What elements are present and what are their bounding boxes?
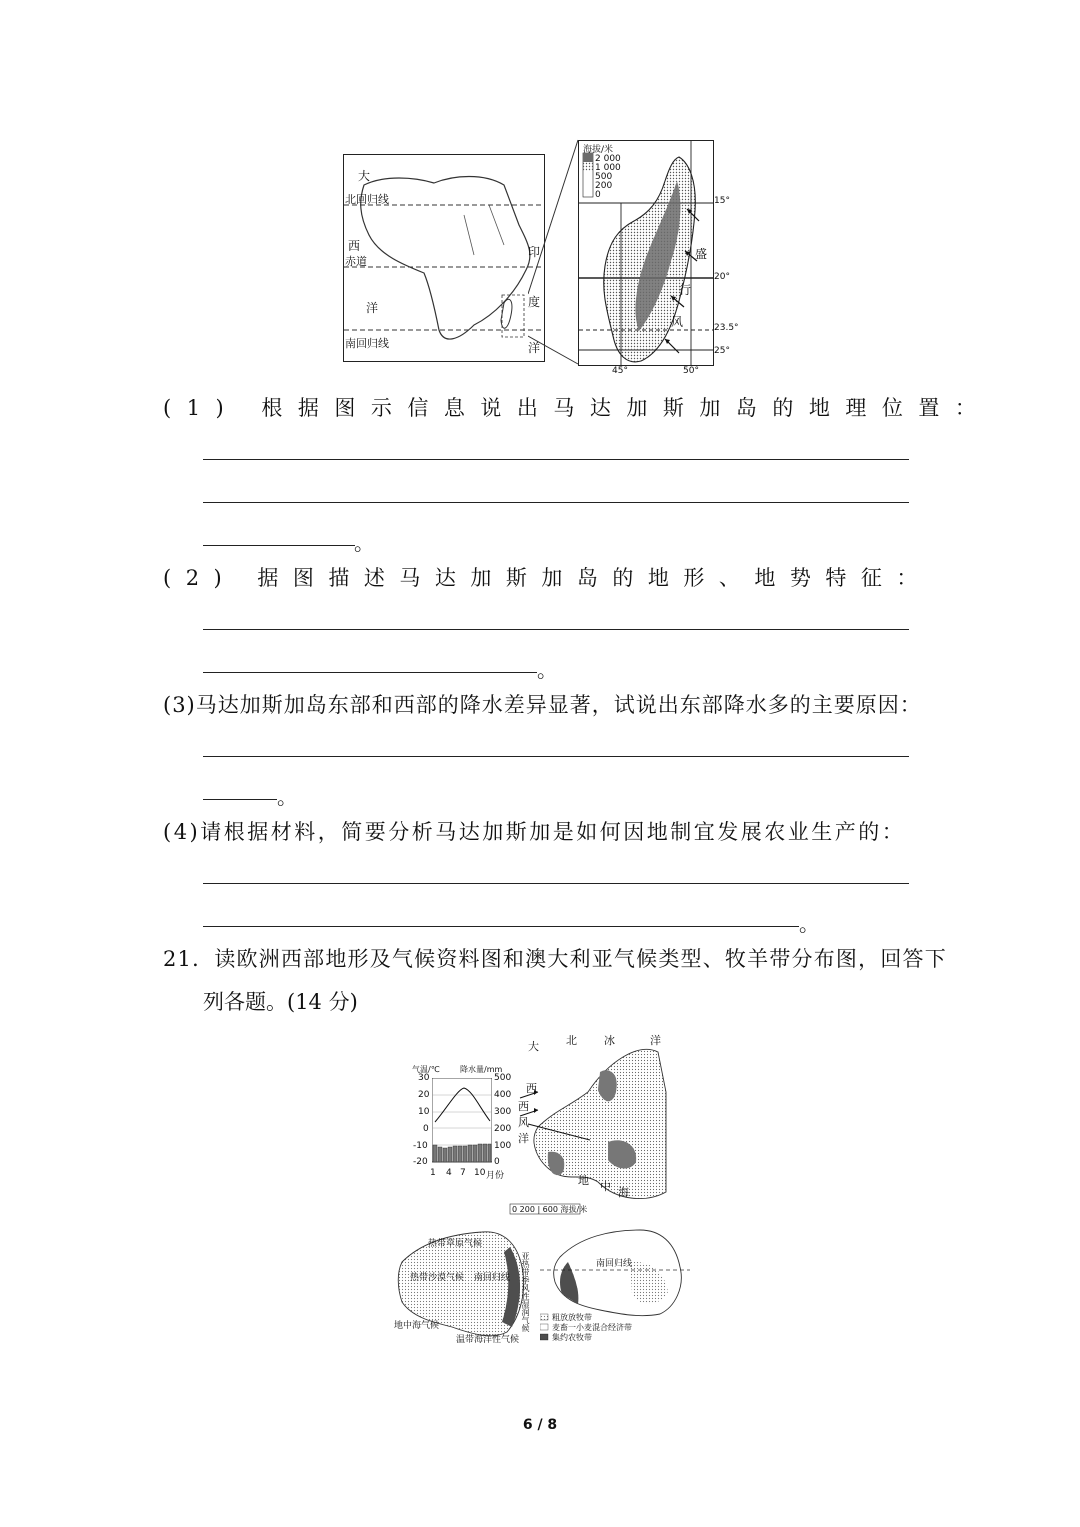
europe-label-8: 地: [578, 1174, 589, 1187]
answer-line-4a: [203, 883, 909, 884]
africa-label-equator: 赤道: [345, 255, 367, 268]
europe-label-6: 风: [518, 1116, 529, 1129]
wind-label-2: 风: [671, 315, 684, 329]
answer-line-1b: [203, 502, 909, 503]
europe-label-9: 中: [600, 1180, 611, 1193]
aus-climate-label-5: 亚热带季风性湿润气候: [521, 1252, 530, 1332]
answer-line-1a: [203, 459, 909, 460]
europe-scale: 0 200 | 600 海拔/米: [512, 1205, 588, 1214]
month-tick-3: 10: [474, 1168, 486, 1178]
question-21-line2: 列各题。(14 分): [203, 990, 358, 1014]
legend-title: 海拔/米: [583, 145, 614, 155]
africa-label-4: 洋: [366, 301, 379, 315]
legend-value-3: 200: [595, 181, 613, 191]
australia-climate-map: [392, 1222, 532, 1352]
page-number: 6 / 8: [522, 1417, 558, 1433]
period-1: 。: [354, 531, 374, 555]
precip-tick-2: 300: [494, 1107, 512, 1117]
temp-tick-2: 10: [418, 1107, 430, 1117]
wind-label-0: 盛: [695, 247, 708, 261]
question-3: (3)马达加斯加岛东部和西部的降水差异显著，试说出东部降水多的主要原因：: [163, 693, 922, 717]
aus-climate-label-4: 温带海洋性气候: [456, 1335, 520, 1345]
climate-chart: [412, 1064, 520, 1182]
europe-label-5: 西: [518, 1100, 529, 1113]
europe-label-2: 冰: [604, 1034, 615, 1047]
answer-line-4b: [203, 926, 799, 927]
africa-label-6: 印: [528, 245, 541, 259]
temp-tick-4: -10: [413, 1141, 428, 1151]
lon-label-50: 50°: [683, 366, 699, 376]
precip-tick-1: 400: [494, 1090, 512, 1100]
answer-line-3a: [203, 756, 909, 757]
answer-line-2a: [203, 629, 909, 630]
month-tick-1: 4: [446, 1168, 452, 1178]
africa-label-7: 度: [528, 295, 541, 309]
madagascar-map: [578, 140, 714, 366]
aus-farming-legend-1: 麦畜一小麦混合经济带: [552, 1323, 632, 1332]
question-1: (1) 根据图示信息说出马达加斯加岛的地理位置：: [163, 396, 992, 420]
period-4: 。: [799, 912, 819, 936]
aus-farming-legend-0: 粗放放牧带: [552, 1313, 592, 1322]
temp-tick-3: 0: [423, 1124, 429, 1134]
europe-label-7: 洋: [518, 1132, 529, 1145]
europe-relief: [508, 1032, 668, 1220]
aus-climate-label-3: 地中海气候: [394, 1321, 440, 1331]
lat-label-20: 20°: [714, 272, 730, 282]
temp-axis-title: 气温/℃: [412, 1065, 440, 1074]
month-tick-0: 1: [430, 1168, 436, 1178]
europe-map: [508, 1032, 668, 1220]
precip-tick-3: 200: [494, 1124, 512, 1134]
temp-tick-1: 20: [418, 1090, 430, 1100]
wind-label-1: 行: [679, 283, 692, 297]
lat-label-23-5: 23.5°: [714, 323, 739, 333]
africa-label-8: 洋: [528, 341, 541, 355]
africa-label-2: 西: [348, 239, 361, 253]
aus-climate-label-1: 热带沙漠气候: [410, 1273, 465, 1283]
africa-label-tropic-cancer: 北回归线: [345, 193, 389, 206]
lat-label-15: 15°: [714, 196, 730, 206]
month-tick-4: 月份: [486, 1171, 505, 1181]
legend-value-2: 500: [595, 172, 613, 182]
europe-label-10: 海: [618, 1186, 629, 1199]
temp-tick-5: -20: [413, 1157, 428, 1167]
aus-farming-legend-2: 集约农牧带: [552, 1333, 592, 1342]
answer-line-1c: [203, 545, 355, 546]
europe-label-1: 北: [566, 1034, 577, 1047]
africa-outline: [344, 155, 544, 361]
answer-line-3b: [203, 799, 277, 800]
question-4: (4)请根据材料，简要分析马达加斯加是如何因地制宜发展农业生产的：: [163, 820, 906, 844]
period-3: 。: [277, 785, 297, 809]
africa-label-0: 大: [358, 169, 371, 183]
australia-farming-map: [540, 1222, 690, 1350]
europe-label-0: 大: [528, 1040, 539, 1053]
legend-value-1: 1 000: [595, 163, 621, 173]
aus-climate-label-0: 热带草原气候: [428, 1239, 483, 1249]
legend-value-4: 0: [595, 190, 601, 200]
europe-label-4: 西: [526, 1082, 537, 1095]
lon-label-45: 45°: [612, 366, 628, 376]
question-2: (2) 据图描述马达加斯加岛的地形、地势特征：: [163, 566, 932, 590]
answer-line-2b: [203, 672, 537, 673]
question-21-line1: 21．读欧洲西部地形及气候资料图和澳大利亚气候类型、牧羊带分布图，回答下: [163, 947, 947, 971]
period-2: 。: [537, 658, 557, 682]
precip-axis-title: 降水量/mm: [460, 1065, 503, 1074]
month-tick-2: 7: [460, 1168, 466, 1178]
precip-tick-5: 0: [494, 1157, 500, 1167]
europe-label-3: 洋: [650, 1034, 661, 1047]
africa-label-tropic-capricorn: 南回归线: [345, 337, 389, 350]
africa-map: [343, 154, 545, 362]
temp-tick-0: 30: [418, 1073, 430, 1083]
precip-tick-0: 500: [494, 1073, 512, 1083]
legend-value-0: 2 000: [595, 154, 621, 164]
aus-climate-label-2: 南回归线: [474, 1273, 511, 1283]
precip-tick-4: 100: [494, 1141, 512, 1151]
aus-farming-tropic: 南回归线: [596, 1259, 633, 1269]
climate-plot: [432, 1078, 492, 1164]
lat-label-25: 25°: [714, 346, 730, 356]
zoom-connector: [528, 138, 580, 368]
